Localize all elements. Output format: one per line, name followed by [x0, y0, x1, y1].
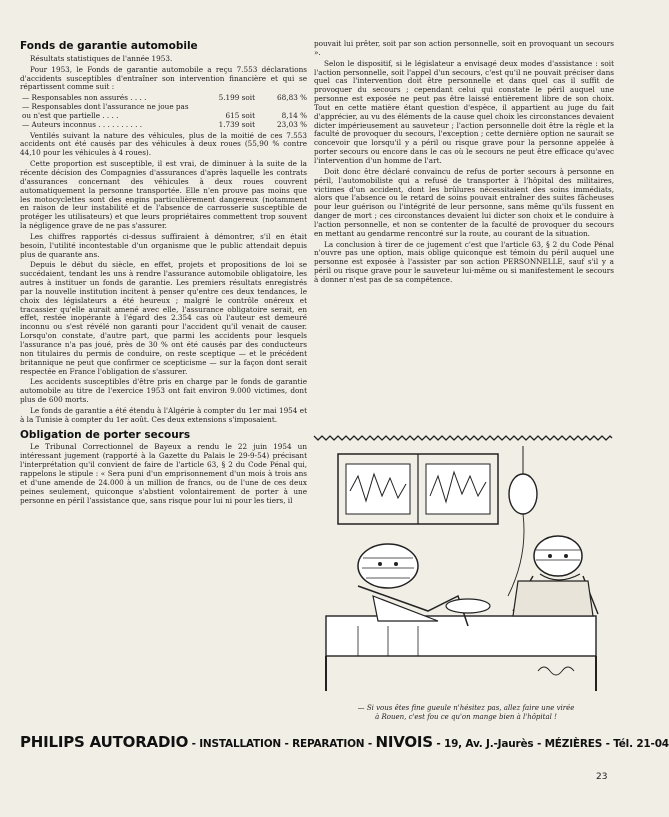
advertisement-banner	[20, 733, 669, 751]
body-paragraph: Depuis le début du siècle, en effet, projets et propositions de loi se succédaient, tendant les uns à rendre l'assurance automobile obligatoire, les autres à instituer un fonds de garantie. Les premiers résultats enregistrés par la nouvelle institution incitent à penser qu'entre ces deux tendances, le choix des législateurs a été heureux ; malgré le contrôle onéreux et tracassier qu'elle aurait amené avec elle, l'assurance obligatoire serait, en effet, restée inopérante à l'égard des 2.354 cas où l'auteur est demeuré inconnu ou s'est révélé non garanti pour l'accident qu'il venait de causer. Lorsqu'on constate, d'autre part, que parmi les accidents pour lesquels l'assurance n'a pas joué, près de 30 % ont été causés par des conducteurs non titulaires du permis de conduire, on reste sceptique — et le précédent britannique ne peut que confirmer ce scepticisme — sur la façon dont serait respectée en France l'obligation de s'assurer.	[20, 260, 307, 376]
row-count: 615 soit	[225, 110, 255, 120]
body-paragraph: Selon le dispositif, si le législateur a envisagé deux modes d'assistance : soit l'action personnelle, soit l'appel d'un secours, c'est qu'il ne pouvait préciser dans quel cas l'intervention doit être personnelle et dans quel cas il suffit de provoquer du secours ; cependant celui qui constate le péril auquel une personne est exposée ne peut pas être laissé entièrement libre de son choix. Tout en cette matière étant question d'espèce, il appartient au juge du fait d'apprécier, au vu des éléments de la cause quel choix les circonstances devaient dicter impérieusement au sauveteur ; l'action personnelle doit être la règle et la faculté de provoquer du secours, l'exception ; cette dernière option ne saurait se concevoir que lorsqu'il y a péril ou risque grave pour la personne appelée à porter secours ou encore dans le cas où le secours ne peut être efficace qu'avec l'intervention d'un homme de l'art.	[314, 58, 614, 165]
body-paragraph: Doit donc être déclaré convaincu de refus de porter secours à personne en péril, l'automobiliste qui a refusé de transporter à l'hôpital des militaires, victimes d'un accident, dont les brûlures nécessitaient des soins immédiats, alors que l'absence ou le retard de soins pouvait entraîner des suites fâcheuses pour leur guérison ou l'intégrité de leur personne, sans même qu'ils fussent en danger de mort ; ces circonstances devaient lui dicter son choix et le conduire à l'action personnelle, et non se contenter de la faculté de provoquer du secours en mettant au gendarme rencontré sur la route, au courant de la situation.	[314, 166, 614, 238]
row-label: — Auteurs inconnus . . . . . . . . . .	[22, 119, 143, 129]
body-paragraph: Le fonds de garantie a été étendu à l'Algérie à compter du 1er mai 1954 et à la Tunisie à compter du 1er août. Ces deux extensions s'imposaient.	[20, 405, 307, 424]
row-count: 5.199 soit	[218, 93, 255, 103]
row-percent: 23,03 %	[277, 119, 307, 129]
page-number: 23	[596, 772, 608, 782]
hospital-cartoon-illustration	[318, 446, 608, 696]
table-row	[20, 121, 307, 130]
body-paragraph: La conclusion à tirer de ce jugement c'est que l'article 63, § 2 du Code Pénal n'ouvre pas une option, mais oblige quiconque est témoin du péril auquel une personne est exposée à l'assister par son action PERSONNELLE, sauf s'il y a péril ou risque grave pour le sauveteur lui-même ou si manifestement le secours à donner n'est pas de sa compétence.	[314, 239, 614, 284]
table-row	[20, 103, 307, 121]
ad-separator: -	[364, 738, 376, 750]
cartoon-caption	[318, 704, 614, 721]
right-column	[314, 40, 614, 287]
row-label: — Responsables non assurés . . . .	[22, 93, 147, 103]
caption-line: à Rouen, c'est fou ce qu'on mange bien à l'hôpital !	[375, 712, 557, 721]
ad-phone: Tél. 21-04	[613, 738, 669, 750]
body-paragraph: Les chiffres rapportés ci-dessus suffiraient à démontrer, s'il en était besoin, l'utilité incontestable d'un organisme que le public attendait depuis plus de quarante ans.	[20, 231, 307, 259]
row-percent: 8,14 %	[281, 110, 307, 120]
section-subtitle: Résultats statistiques de l'année 1953.	[30, 53, 173, 63]
ad-separator: -	[533, 738, 545, 750]
caption-line: — Si vous êtes fine gueule n'hésitez pas, allez faire une virée	[357, 704, 575, 712]
zigzag-divider	[314, 435, 612, 441]
ad-separator: -	[432, 738, 444, 750]
row-percent: 68,83 %	[277, 93, 307, 103]
ad-address: 19, Av. J.-Jaurès	[443, 738, 534, 750]
body-paragraph: pouvait lui prêter, soit par son action personnelle, soit en provoquant un secours ».	[314, 39, 614, 57]
left-column	[20, 40, 307, 507]
ad-brand: PHILIPS AUTORADIO	[20, 733, 189, 751]
intro-paragraph: Pour 1953, le Fonds de garantie automobile a reçu 7.553 déclarations d'accidents susceptibles d'entraîner son intervention financière et qui se répartissent comme suit :	[20, 64, 307, 92]
ad-separator: -	[602, 738, 614, 750]
ad-separator: -	[188, 738, 200, 750]
body-paragraph: Le Tribunal Correctionnel de Bayeux a rendu le 22 juin 1954 un intéressant jugement (rapporté à la Gazette du Palais le 29-9-54) précisant l'interprétation qu'il convient de faire de l'article 63, § 2 du Code Pénal qui, rappelons le stipule : « Sera puni d'un emprisonnement d'un mois à trois ans et d'une amende de 24.000 à un million de francs, ou de l'une de ces deux peines seulement, quiconque s'abstient volontairement de porter à une personne en péril l'assistance que, sans risque pour lui ni pour les tiers, il	[20, 442, 307, 505]
body-paragraph: Cette proportion est susceptible, il est vrai, de diminuer à la suite de la récente décision des Compagnies d'assurances d'après laquelle les contrats d'assurances concernant des véhicules à deux roues couvrent automatiquement la personne transportée. Elle n'en prouve pas moins que les motocyclettes sont des engins particulièrement dangereux (notamment en raison de leur instabilité et de l'absence de carrosserie susceptible de protéger les utilisateurs) et que leurs propriétaires commettent trop souvent la négligence grave de ne pas s'assurer.	[20, 159, 307, 231]
body-paragraph: Ventilés suivant la nature des véhicules, plus de la moitié de ces 7.553 accidents ont été causés par des véhicules à deux roues (55,90 % contre 44,10 pour les véhicules à 4 roues).	[20, 130, 307, 158]
ad-dealer: NIVOIS	[375, 733, 433, 751]
ad-city: MÉZIÈRES	[544, 738, 603, 750]
row-label: — Responsables dont l'assurance ne joue pas ou n'est que partielle . . . .	[22, 102, 189, 120]
section-title-fonds-garantie: Fonds de garantie automobile	[20, 40, 198, 52]
ad-services: INSTALLATION - REPARATION	[199, 738, 365, 750]
statistics-table	[20, 94, 307, 129]
row-count: 1.739 soit	[218, 119, 255, 129]
body-paragraph: Les accidents susceptibles d'être pris en charge par le fonds de garantie automobile au titre de l'exercice 1953 ont fait environ 9.000 victimes, dont plus de 600 morts.	[20, 377, 307, 405]
section-title-porter-secours: Obligation de porter secours	[20, 428, 191, 441]
